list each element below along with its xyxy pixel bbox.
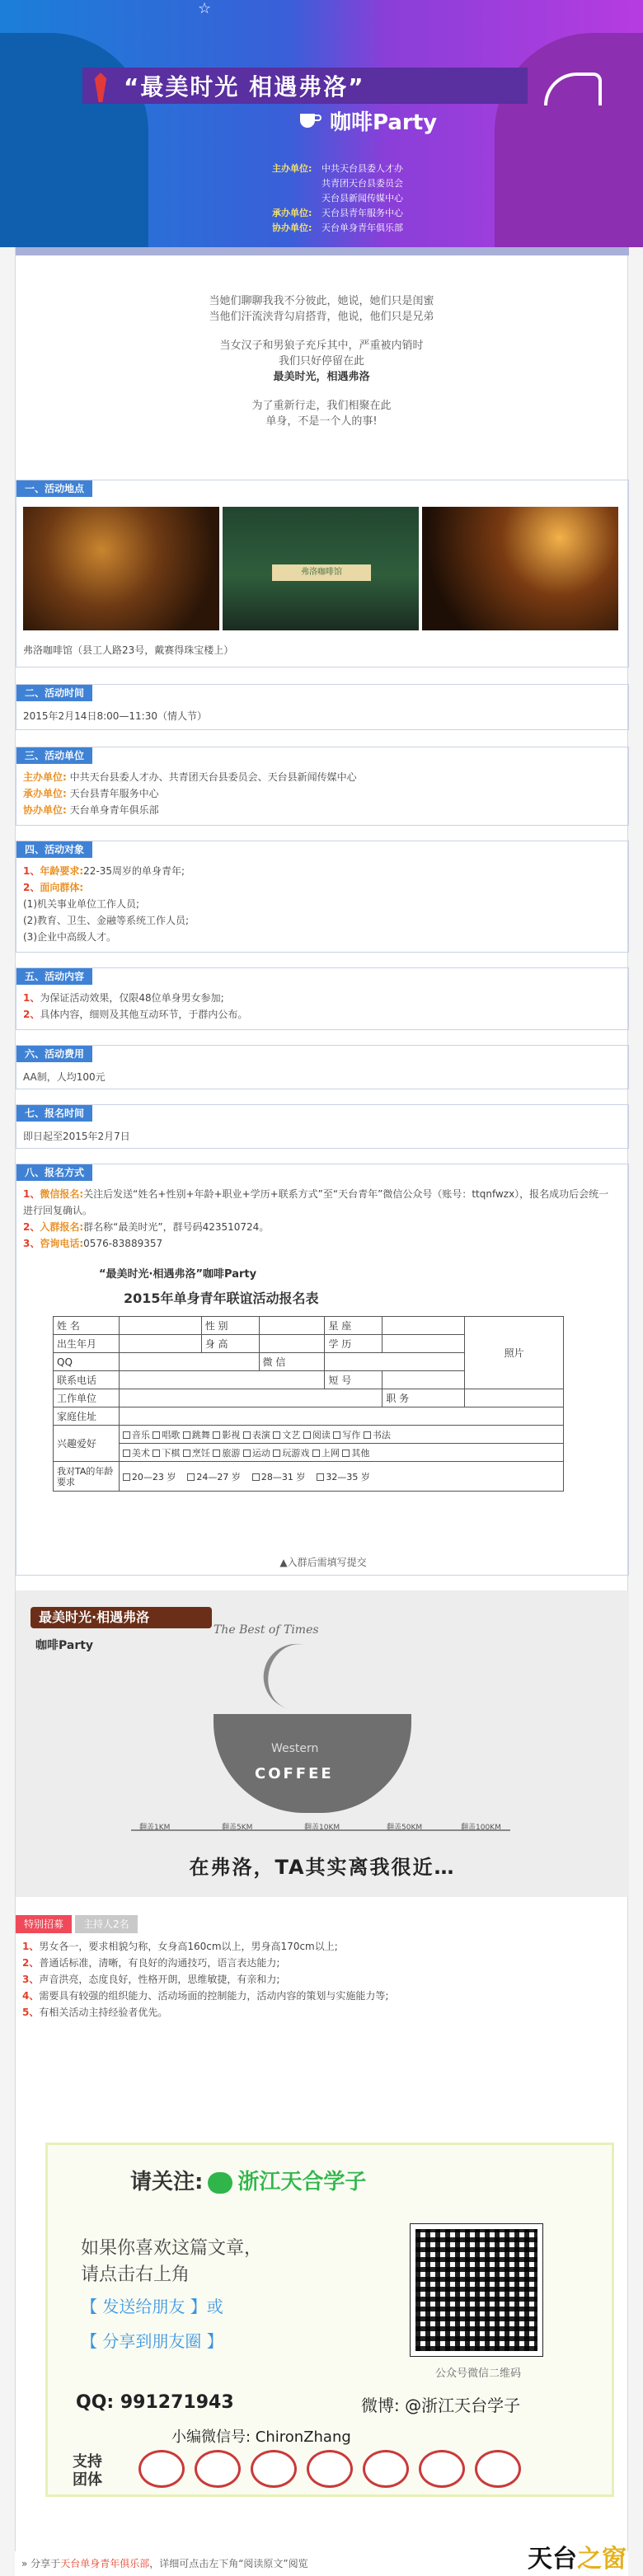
target-list [23, 863, 189, 945]
hobby-options: 音乐 唱歌 跳舞 影视 表演 文艺 阅读 写作 书法 [119, 1426, 563, 1444]
female-silhouette [495, 33, 643, 247]
timeline-label: 翻盖50KM [387, 1824, 423, 1832]
organizer-row: 承办单位: 天台县青年服务中心 [272, 208, 403, 218]
wechat-icon [208, 2172, 232, 2194]
venue-photo [23, 507, 219, 630]
timeline-label: 翻盖100KM [461, 1824, 501, 1832]
intro-line: 最美时光，相遇弗洛 [273, 371, 370, 383]
qq-number: QQ: 991271943 [76, 2392, 234, 2413]
organizer-row: 共青团天台县委员会 [322, 178, 403, 189]
supporter-logo [195, 2450, 241, 2488]
tab-host: 主持人2名 [75, 1915, 138, 1933]
follow-card-wrap [16, 2143, 629, 2505]
hero-banner [0, 0, 643, 247]
unit-row: 协办单位: 天台单身青年俱乐部 [23, 804, 159, 816]
event-title: “最美时光 相遇弗洛” [124, 73, 365, 101]
section-deadline [16, 1104, 629, 1149]
event-subtitle: 咖啡Party [330, 110, 438, 135]
poster-word: Western [271, 1742, 319, 1755]
hobby-options: 美术 下棋 烹饪 旅游 运动 玩游戏 上网 其他 [119, 1444, 563, 1462]
target-sub: (3)企业中高级人才。 [23, 931, 116, 943]
intro-poem [16, 247, 627, 468]
section-heading: 一、活动地点 [16, 480, 92, 497]
content-list [23, 990, 247, 1023]
poster-tagline: The Best of Times [214, 1623, 319, 1637]
location-text: 弗洛咖啡馆（县工人路23号，戴赛得珠宝楼上） [23, 644, 234, 656]
organizer-row: 主办单位: 中共天台县委人才办 [272, 163, 403, 174]
article-body [15, 247, 628, 2551]
poster-logo-sub: 咖啡Party [35, 1639, 94, 1652]
intro-line: 单身，不是一个人的事! [265, 415, 378, 428]
signup-row: 1、微信报名:关注后发送“姓名+性别+年龄+职业+学历+联系方式”至“天台青年”微信公众号（账号：ttqnfwzx），报名成功后会统一进行回复确认。 [23, 1188, 609, 1216]
section-fee [16, 1045, 629, 1089]
share-moments-button[interactable]: 【 分享到朋友圈 】 [81, 2331, 223, 2351]
section-recruit [16, 1915, 629, 2030]
organizer-row: 协办单位: 天台单身青年俱乐部 [272, 222, 403, 233]
organizer-row: 天台县新闻传媒中心 [322, 193, 403, 204]
content-row: 2、具体内容，细则及其他互动环节，于群内公布。 [23, 1009, 248, 1020]
section-heading: 五、活动内容 [16, 968, 92, 985]
intro-line: 为了重新行走，我们相聚在此 [251, 400, 392, 412]
recruit-row: 3、声音洪亮，态度良好，性格开朗，思维敏捷，有亲和力; [22, 1974, 280, 1985]
section-heading: 八、报名方式 [16, 1164, 92, 1181]
poster-word: COFFEE [255, 1765, 334, 1782]
section-heading: 四、活动对象 [16, 841, 92, 858]
unit-row: 承办单位: 天台县青年服务中心 [23, 788, 159, 799]
recruit-row: 4、需要具有较强的组织能力、活动场面的控制能力，活动内容的策划与实施能力等; [22, 1990, 389, 2002]
poster-slogan: 在弗洛，TA其实离我很近… [189, 1856, 456, 1879]
weibo-handle: 微博: @浙江天台学子 [361, 2396, 521, 2415]
recruit-row: 2、普通话标准，清晰，有良好的沟通技巧，语言表达能力; [22, 1957, 280, 1969]
venue-sign: 弗洛咖啡馆 [272, 564, 371, 581]
target-sub: (2)教育、卫生、金融等系统工作人员; [23, 915, 190, 926]
send-to-friend-button[interactable]: 【 发送给朋友 】或 [81, 2297, 223, 2316]
time-text: 2015年2月14日8:00—11:30（情人节） [23, 710, 207, 722]
intro-line: 我们只好停留在此 [278, 355, 364, 368]
recruit-row: 5、有相关活动主持经验者优先。 [22, 2007, 168, 2018]
content-row: 1、为保证活动效果，仅限48位单身男女参加; [23, 992, 224, 1004]
supporter-logo [307, 2450, 353, 2488]
recruit-list [22, 1938, 388, 2021]
signup-list [23, 1186, 617, 1252]
supporter-logo [251, 2450, 297, 2488]
coffee-cup-graphic [214, 1714, 411, 1813]
footer-arrow-icon: » [21, 2558, 28, 2569]
deadline-text: 即日起至2015年2月7日 [23, 1131, 130, 1142]
section-heading: 三、活动单位 [16, 747, 92, 764]
share-footer: » 分享于天台单身青年俱乐部，详细可点击左下角“阅读原文”阅览 [15, 2551, 628, 2576]
supporter-logos [138, 2450, 521, 2488]
section-units [16, 747, 629, 826]
star-icon: ☆ [198, 0, 212, 17]
form-title: 2015年单身青年联谊活动报名表 [124, 1290, 319, 1306]
signup-row: 2、入群报名:群名称“最美时光”，群号码423510724。 [23, 1221, 270, 1233]
steam-graphic [256, 1637, 369, 1726]
intro-line: 当他们汗流浃背勾肩搭背，他说，他们只是兄弟 [209, 311, 434, 323]
qr-code [411, 2224, 542, 2356]
timeline-label: 翻盖5KM [222, 1824, 253, 1832]
signup-row: 3、咨询电话:0576-83889357 [23, 1238, 163, 1249]
intro-line: 当女汉子和男狼子充斥其中，严重被内销时 [219, 340, 424, 352]
watermark-logo: 天台之窗 [528, 2545, 627, 2574]
section-heading: 二、活动时间 [16, 685, 92, 701]
supporter-logo [138, 2450, 185, 2488]
divider-bar [16, 247, 629, 255]
venue-photos [23, 507, 618, 630]
recruit-tabs [16, 1915, 138, 1933]
venue-photo [223, 507, 419, 630]
section-heading: 六、活动费用 [16, 1046, 92, 1062]
age-options: 20—23 岁 24—27 岁 28—31 岁 32—35 岁 [119, 1462, 563, 1492]
supporter-logo [363, 2450, 409, 2488]
section-signup [16, 1164, 629, 1576]
section-content [16, 967, 629, 1030]
unit-row: 主办单位: 中共天台县委人才办、共青团天台县委员会、天台县新闻传媒中心 [23, 771, 357, 783]
supporter-logo [475, 2450, 521, 2488]
supporter-logo [419, 2450, 465, 2488]
share-hint: 如果你喜欢这篇文章， 请点击右上角 [81, 2238, 263, 2285]
tab-special-recruit: 特别招募 [16, 1915, 72, 1933]
follow-card [45, 2143, 614, 2497]
fee-text: AA制，人均100元 [23, 1071, 106, 1083]
section-location [16, 480, 629, 667]
form-mini-logo: “最美时光·相遇弗洛”咖啡Party [99, 1268, 257, 1281]
footer-link[interactable]: 天台单身青年俱乐部 [60, 2558, 150, 2569]
target-sub: (1)机关事业单位工作人员; [23, 898, 140, 910]
intro-line: 当她们聊聊我我不分彼此，她说，她们只是闺蜜 [209, 295, 434, 307]
support-label: 支持 团体 [73, 2453, 102, 2489]
coffee-poster [16, 1590, 629, 1897]
organizer-list [272, 162, 403, 236]
qr-caption: 公众号微信二维码 [435, 2368, 522, 2380]
section-target [16, 841, 629, 953]
section-heading: 七、报名时间 [16, 1105, 92, 1122]
timeline-label: 翻盖10KM [304, 1824, 340, 1832]
venue-photo [422, 507, 618, 630]
target-row: 2、面向群体: [23, 882, 84, 893]
follow-heading: 请关注: 浙江天合学子 [130, 2170, 367, 2194]
editor-wechat-id: 小编微信号: ChironZhang [171, 2428, 351, 2446]
coffee-cup-icon [297, 105, 322, 130]
section-time [16, 684, 629, 730]
registration-form-image [16, 1265, 630, 1570]
units-list [23, 769, 357, 818]
recruit-row: 1、男女各一，要求相貌匀称，女身高160cm以上，男身高170cm以上; [22, 1941, 338, 1952]
timeline-label: 翻盖1KM [139, 1824, 171, 1832]
target-row: 1、年龄要求:22-35周岁的单身青年; [23, 865, 185, 877]
male-silhouette [0, 33, 148, 247]
poster-logo: 最美时光·相遇弗洛 [31, 1607, 212, 1628]
join-note: ▲入群后需填写提交 [279, 1557, 367, 1568]
registration-table: 姓 名 性 别 星 座 照片 出生年月 身 高 学 历 QQ 微 信 联系电话 短 号 工作单位 职 务 家庭住址 兴趣爱好 音乐 唱歌 跳舞 影视 表演 文艺 阅读 写作 书法 美术 下棋 烹饪 旅游 运动 玩游戏 上网 其他 我对TA的年龄要求 20—23 岁 24—27 岁 28—31 岁 32—35 岁 [53, 1316, 564, 1492]
